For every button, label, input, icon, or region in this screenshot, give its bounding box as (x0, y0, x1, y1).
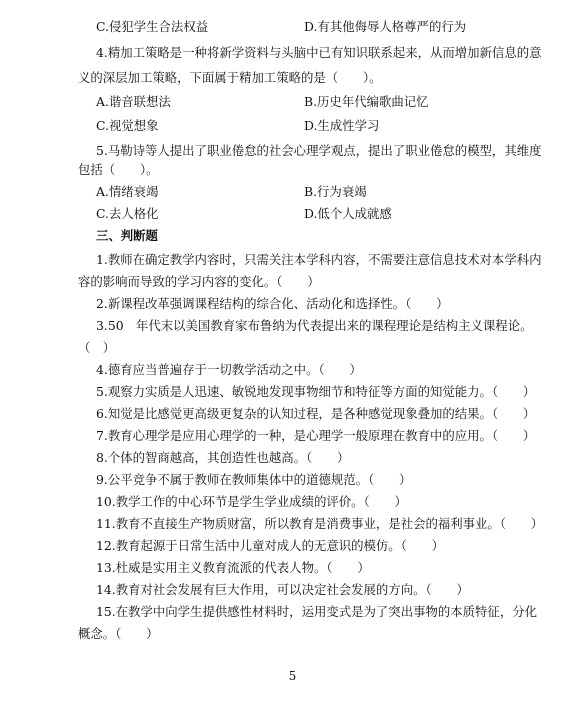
judgment-line: 8.个体的智商越高，其创造性也越高。（ ） (96, 450, 350, 465)
judgment-line: 3.50 年代末以美国教育家布鲁纳为代表提出来的课程理论是结构主义课程论。 (96, 318, 533, 333)
q4-stem-line1: 4.精加工策略是一种将新学资料与头脑中已有知识联系起来，从而增加新信息的意 (96, 45, 542, 60)
q5-stem-line2: 包括（ ）。 (78, 162, 159, 177)
judgment-line: 13.杜威是实用主义教育流派的代表人物。（ ） (96, 560, 370, 575)
q4-option-b: B.历史年代编歌曲记忆 (304, 94, 429, 109)
section-heading: 三、判断题 (96, 228, 158, 243)
judgment-line: （ ） (78, 340, 116, 355)
judgment-line: 6.知觉是比感觉更高级更复杂的认知过程，是各种感觉现象叠加的结果。（ ） (96, 406, 536, 421)
judgment-line: 容的影响而导致的学习内容的变化。（ ） (78, 274, 320, 289)
judgment-line: 5.观察力实质是人迅速、敏锐地发现事物细节和特征等方面的知觉能力。（ ） (96, 384, 536, 399)
judgment-line: 15.在教学中向学生提供感性材料时，运用变式是为了突出事物的本质特征，分化 (96, 604, 537, 619)
q4-option-d: D.生成性学习 (304, 118, 380, 133)
judgment-line: 12.教育起源于日常生活中儿童对成人的无意识的模仿。（ ） (96, 538, 445, 553)
judgment-line: 4.德育应当普遍存于一切教学活动之中。（ ） (96, 362, 362, 377)
q3-option-d: D.有其他侮辱人格尊严的行为 (304, 19, 467, 34)
judgment-line: 9.公平竞争不属于教师在教师集体中的道德规范。（ ） (96, 472, 412, 487)
q5-option-d: D.低个人成就感 (304, 206, 392, 221)
judgment-line: 2.新课程改革强调课程结构的综合化、活动化和选择性。（ ） (96, 296, 449, 311)
q4-option-c: C.视觉想象 (96, 118, 159, 133)
judgment-line: 1.教师在确定教学内容时，只需关注本学科内容，不需要注意信息技术对本学科内 (96, 252, 542, 267)
judgment-line: 11.教育不直接生产物质财富，所以教育是消费事业，是社会的福利事业。（ ） (96, 516, 544, 531)
q5-option-b: B.行为衰竭 (304, 184, 367, 199)
judgment-line: 14.教育对社会发展有巨大作用，可以决定社会发展的方向。（ ） (96, 582, 469, 597)
q5-option-a: A.情绪衰竭 (96, 184, 159, 199)
judgment-line: 7.教育心理学是应用心理学的一种，是心理学一般原理在教育中的应用。（ ） (96, 428, 536, 443)
judgment-line: 10.教学工作的中心环节是学生学业成绩的评价。（ ） (96, 494, 407, 509)
q5-stem-line1: 5.马勒诗等人提出了职业倦怠的社会心理学观点，提出了职业倦怠的模型，其维度 (96, 143, 542, 158)
q5-option-c: C.去人格化 (96, 206, 159, 221)
q3-option-c: C.侵犯学生合法权益 (96, 19, 209, 34)
q4-option-a: A.谐音联想法 (96, 94, 171, 109)
page-number: 5 (288, 669, 297, 683)
q4-stem-line2: 义的深层加工策略，下面属于精加工策略的是（ ）。 (78, 70, 382, 85)
judgment-line: 概念。（ ） (78, 626, 159, 641)
